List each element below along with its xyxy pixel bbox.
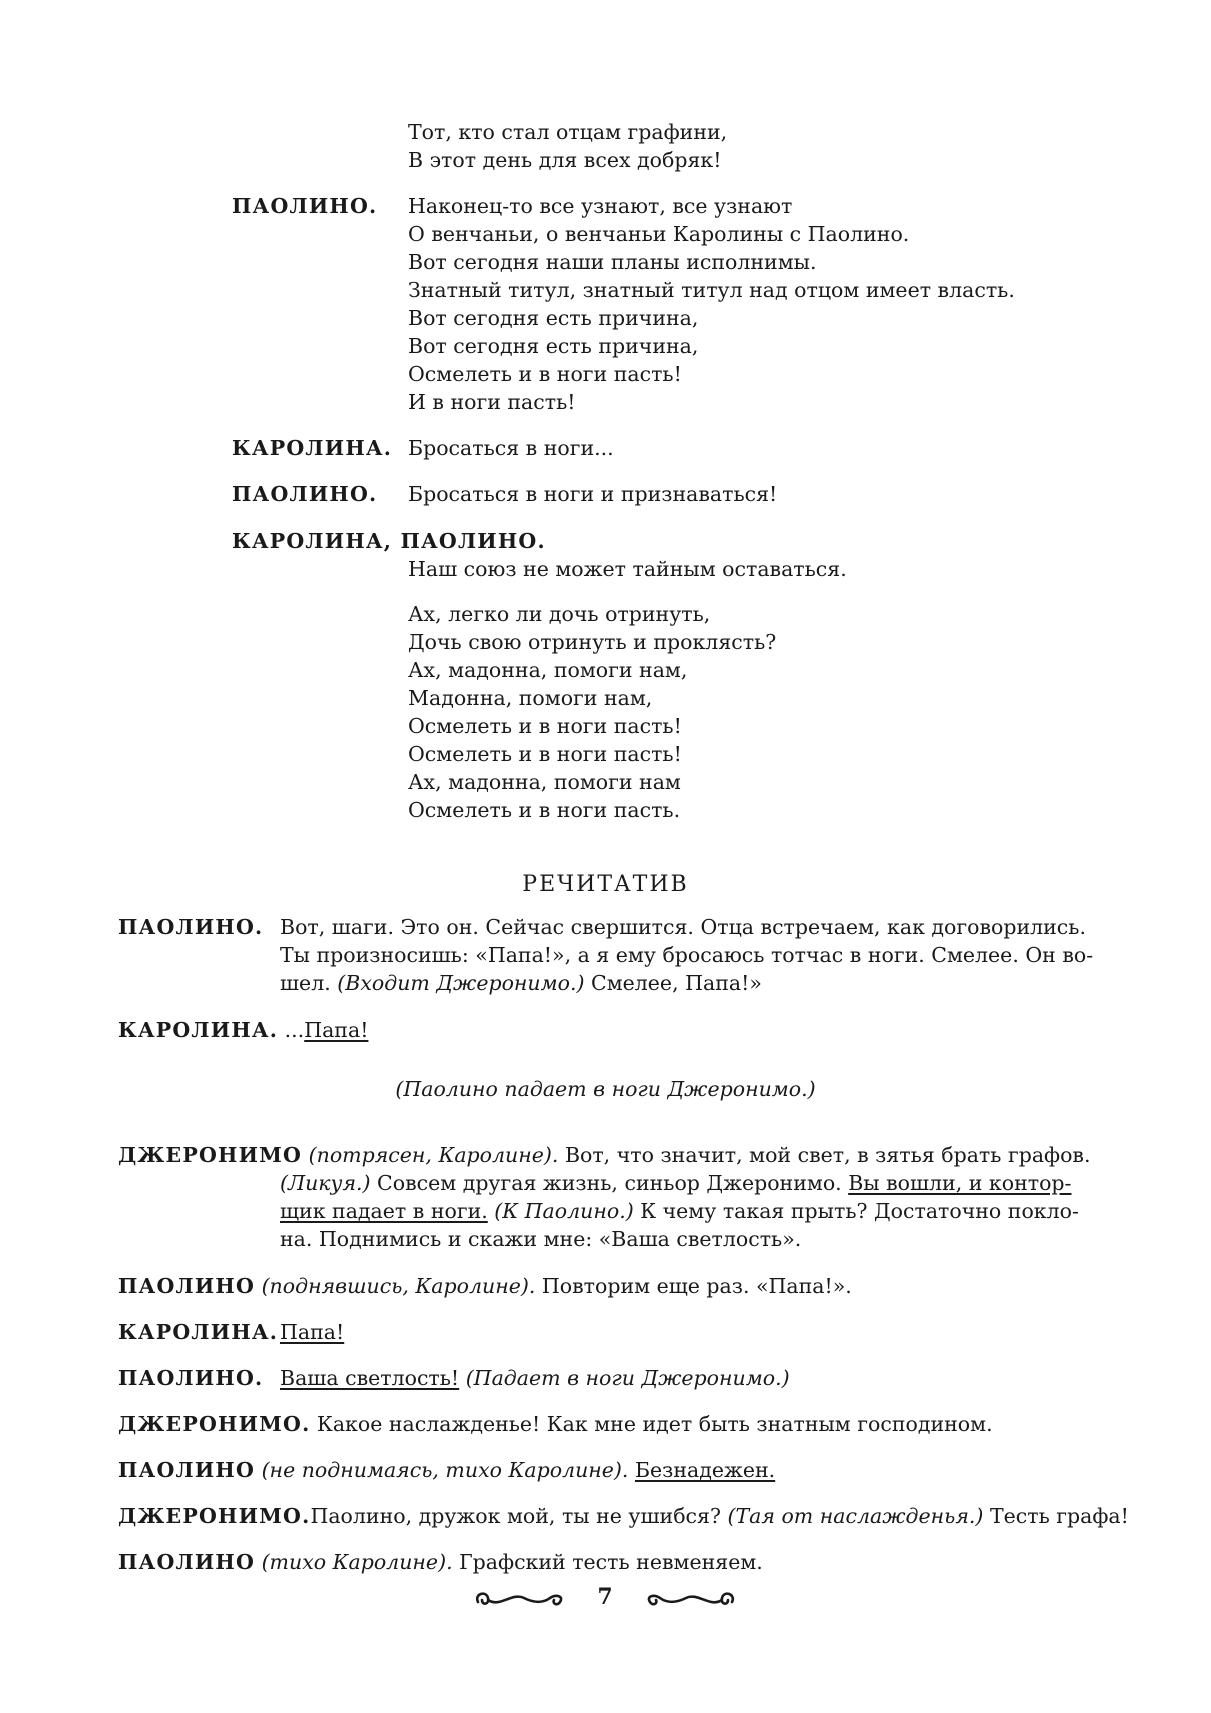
verse-line: Мадонна, помоги нам, (408, 686, 653, 710)
dialogue-text: Повторим еще раз. «Папа!». (535, 1274, 852, 1298)
speaker-name: ПАОЛИНО. (118, 915, 264, 939)
page-number: 7 (597, 1584, 613, 1610)
verse-line: Вот сегодня есть причина, (408, 306, 699, 330)
verse-line: Ах, мадонна, помоги нам (408, 770, 681, 794)
dialogue-text: ... (278, 1018, 305, 1042)
ornament-left-icon (470, 1586, 570, 1614)
stage-direction: (не поднимаясь, тихо Каролине). (255, 1458, 629, 1482)
dialogue-text: шел. (280, 971, 338, 995)
verse-line: Осмелеть и в ноги пасть! (408, 742, 682, 766)
dialogue-line (280, 1169, 1071, 1197)
verse-line: Знатный титул, знатный титул над отцом имеет власть. (408, 278, 1015, 302)
verse-line: Дочь свою отринуть и проклясть? (408, 630, 777, 654)
dialogue-text: Вот, что значит, мой свет, в зятья брать графов. (558, 1143, 1091, 1167)
stage-direction: (потрясен, Каролине). (302, 1143, 559, 1167)
dialogue-line (118, 1272, 852, 1300)
verse-line: Вот сегодня наши планы исполнимы. (408, 250, 817, 274)
stage-direction: (Тая от наслажденья.) (727, 1504, 984, 1528)
verse-line: Ах, легко ли дочь отринуть, (408, 602, 711, 626)
dialogue-text: Паолино, дружок мой, ты не ушибся? (310, 1504, 728, 1528)
verse-line: Осмелеть и в ноги пасть! (408, 362, 682, 386)
dialogue-line (118, 1016, 368, 1044)
underlined-text: щик падает в ноги. (280, 1199, 488, 1223)
speaker-name: ДЖЕРОНИМО. (118, 1412, 311, 1436)
dialogue-line (118, 1410, 993, 1438)
speaker-name: ПАОЛИНО (118, 1458, 256, 1482)
dialogue-text: Совсем другая жизнь, синьор Джеронимо. (370, 1171, 849, 1195)
verse-line: Вот сегодня есть причина, (408, 334, 699, 358)
stage-direction: (Паолино падает в ноги Джеронимо.) (395, 1077, 816, 1101)
speaker-name: ДЖЕРОНИМО (118, 1143, 303, 1167)
underlined-text: Папа! (280, 1320, 345, 1344)
dialogue-line (280, 1364, 790, 1392)
verse-line: Ах, мадонна, помоги нам, (408, 658, 688, 682)
underlined-text: Папа! (304, 1018, 369, 1042)
dialogue-line (280, 969, 762, 997)
speaker-name: ПАОЛИНО. (118, 1366, 264, 1390)
stage-direction: (К Паолино.) (487, 1199, 634, 1223)
verse-line: Осмелеть и в ноги пасть! (408, 714, 682, 738)
dialogue-line (280, 1197, 1079, 1225)
ornament-right-icon (640, 1586, 740, 1614)
speaker-name: КАРОЛИНА. (118, 1018, 279, 1042)
verse-line: В этот день для всех добряк! (408, 148, 722, 172)
stage-direction: (Входит Джеронимо.) (337, 971, 585, 995)
speaker-name: КАРОЛИНА. (118, 1320, 279, 1344)
underlined-text: Ваша светлость! (280, 1366, 460, 1390)
verse-line: Наконец-то все узнают, все узнают (408, 194, 793, 218)
verse-line: О венчаньи, о венчаньи Каролины с Паолино. (408, 222, 910, 246)
verse-line: Бросаться в ноги и признаваться! (408, 482, 778, 506)
verse-line: Наш союз не может тайным оставаться. (408, 557, 847, 581)
speaker-name: КАРОЛИНА. (232, 436, 393, 460)
speaker-name: ДЖЕРОНИМО. (118, 1504, 311, 1528)
stage-direction: (тихо Каролине). (255, 1550, 453, 1574)
section-heading: РЕЧИТАТИВ (522, 872, 689, 897)
dialogue-line (118, 1502, 1129, 1530)
speaker-name: КАРОЛИНА, ПАОЛИНО. (232, 529, 546, 553)
stage-direction: (поднявшись, Каролине). (255, 1274, 536, 1298)
dialogue-text: К чему такая прыть? Достаточно покло- (633, 1199, 1079, 1223)
dialogue-line (118, 1548, 763, 1576)
dialogue-text: Графский тесть невменяем. (452, 1550, 763, 1574)
dialogue-text: Какое наслажденье! Как мне идет быть знатным господином. (310, 1412, 993, 1436)
underlined-text: Вы вошли, и контор- (848, 1171, 1072, 1195)
dialogue-line: Вот, шаги. Это он. Сейчас свершится. Отца встречаем, как договорились. (280, 915, 1086, 939)
page-footer (0, 1580, 1211, 1620)
verse-line: Тот, кто стал отцам графини, (408, 120, 728, 144)
stage-direction: (Ликуя.) (280, 1171, 371, 1195)
underlined-text: Безнадежен. (634, 1458, 776, 1482)
dialogue-line: Ты произносишь: «Папа!», а я ему бросаюсь тотчас в ноги. Смелее. Он во- (280, 943, 1094, 967)
speaker-name: ПАОЛИНО (118, 1274, 256, 1298)
verse-line: И в ноги пасть! (408, 390, 576, 414)
verse-line: Осмелеть и в ноги пасть. (408, 798, 681, 822)
dialogue-line (118, 1456, 775, 1484)
dialogue-text: Тесть графа! (983, 1504, 1129, 1528)
speaker-name: ПАОЛИНО. (232, 194, 378, 218)
stage-direction: (Падает в ноги Джеронимо.) (459, 1366, 790, 1390)
dialogue-text: Смелее, Папа!» (584, 971, 762, 995)
verse-line: Бросаться в ноги... (408, 436, 614, 460)
dialogue-line: на. Поднимись и скажи мне: «Ваша светлость». (280, 1227, 802, 1251)
dialogue-line (118, 1141, 1090, 1169)
speaker-name: ПАОЛИНО (118, 1550, 256, 1574)
speaker-name: ПАОЛИНО. (232, 482, 378, 506)
